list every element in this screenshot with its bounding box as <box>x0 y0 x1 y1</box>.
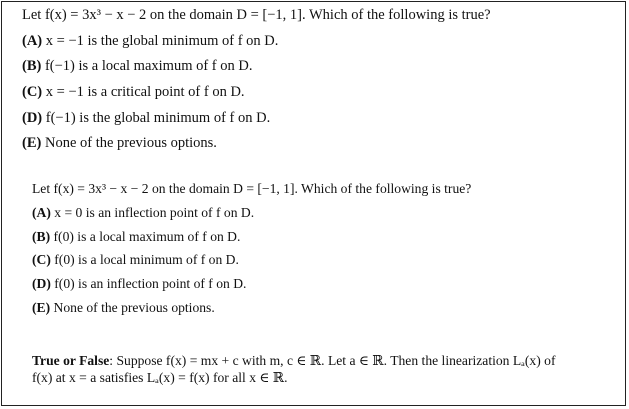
question-2-option-e <box>32 299 625 317</box>
question-2-option-a <box>32 204 625 222</box>
option-text: f(0) is a local maximum of f on D. <box>53 228 241 244</box>
option-label: (B) <box>22 58 42 75</box>
option-label: (D) <box>32 276 51 292</box>
question-3 <box>0 352 625 386</box>
question-1 <box>0 6 625 160</box>
question-2-option-d <box>32 275 625 293</box>
question-2-option-b <box>32 228 625 246</box>
question-1-option-e <box>22 134 625 152</box>
option-label: (D) <box>22 109 43 126</box>
option-text: f(−1) is the global minimum of f on D. <box>45 109 271 126</box>
option-text: f(−1) is a local maximum of f on D. <box>44 58 253 75</box>
question-3-text-1: : Suppose f(x) = mx + c with m, c ∈ ℝ. Let a ∈ ℝ. Then the linearization Lₐ(x) of <box>109 353 556 368</box>
question-1-option-c <box>22 83 625 101</box>
question-2 <box>0 180 625 323</box>
option-text: x = 0 is an inflection point of f on D. <box>54 204 255 220</box>
option-text: None of the previous options. <box>44 135 217 152</box>
question-1-option-a <box>22 32 625 50</box>
option-label: (C) <box>32 252 51 268</box>
option-text: None of the previous options. <box>53 299 215 315</box>
option-label: (A) <box>22 32 43 49</box>
option-label: (A) <box>32 204 51 220</box>
option-text: f(0) is an inflection point of f on D. <box>54 276 247 292</box>
option-label: (C) <box>22 84 43 101</box>
question-1-option-d <box>22 109 625 127</box>
question-3-line-2: f(x) at x = a satisfies Lₐ(x) = f(x) for all x ∈ ℝ. <box>32 370 288 385</box>
option-text: x = −1 is the global minimum of f on D. <box>45 32 279 49</box>
question-1-option-b <box>22 57 625 75</box>
true-false-label: True or False <box>32 353 110 368</box>
option-label: (B) <box>32 228 51 244</box>
question-1-stem: Let f(x) = 3x³ − x − 2 on the domain D = [−1, 1]. Which of the following is true? <box>22 7 491 23</box>
option-label: (E) <box>32 299 51 315</box>
question-2-option-c <box>32 251 625 269</box>
option-label: (E) <box>22 135 42 152</box>
option-text: x = −1 is a critical point of f on D. <box>45 84 245 101</box>
question-3-line-1 <box>32 352 613 369</box>
question-2-stem: Let f(x) = 3x³ − x − 2 on the domain D = [−1, 1]. Which of the following is true? <box>32 181 472 196</box>
option-text: f(0) is a local minimum of f on D. <box>54 252 239 268</box>
